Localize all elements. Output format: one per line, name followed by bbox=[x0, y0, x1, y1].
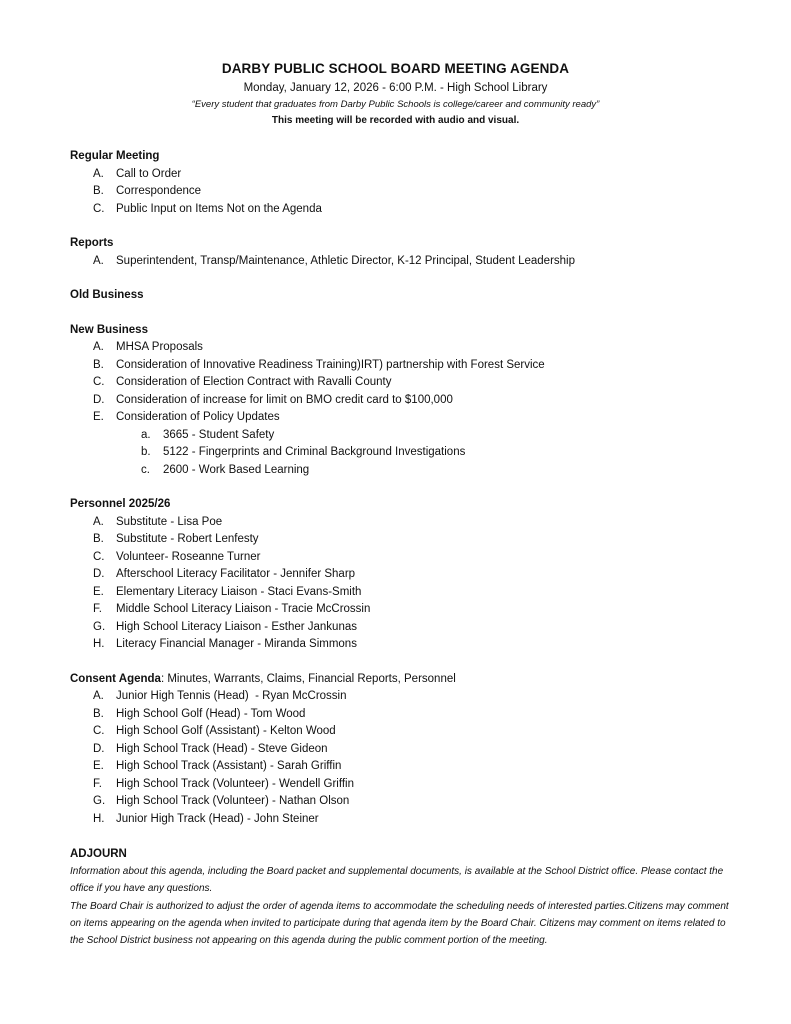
item-text: High School Literacy Liaison - Esther Jankunas bbox=[116, 620, 357, 633]
item-marker: A. bbox=[93, 167, 104, 180]
item-marker: G. bbox=[93, 620, 106, 633]
list-item bbox=[70, 374, 730, 392]
item-text: Substitute - Lisa Poe bbox=[116, 515, 223, 528]
item-marker: C. bbox=[93, 725, 105, 737]
item-marker: D. bbox=[93, 568, 105, 580]
item-marker: a. bbox=[141, 428, 151, 441]
list-item bbox=[70, 793, 730, 811]
list-item bbox=[70, 514, 730, 532]
item-text: High School Track (Volunteer) - Nathan Olson bbox=[116, 795, 350, 807]
section-heading-reports: Reports bbox=[70, 237, 114, 249]
item-marker: B. bbox=[93, 358, 104, 371]
info-notice: Information about this agenda, including the Board packet and supplemental documents, is available at the School District office. Please contact the office if you have any questions. bbox=[70, 866, 724, 895]
page-title: DARBY PUBLIC SCHOOL BOARD MEETING AGENDA bbox=[221, 61, 570, 76]
section-heading-new-business: New Business bbox=[70, 323, 148, 336]
item-text: 5122 - Fingerprints and Criminal Background Investigations bbox=[163, 446, 466, 458]
spacer bbox=[70, 654, 730, 671]
item-marker: F. bbox=[93, 777, 102, 790]
item-marker: E. bbox=[93, 411, 104, 423]
item-text: Consideration of increase for limit on BMO credit card to $100,000 bbox=[116, 393, 453, 406]
item-text: Afterschool Literacy Facilitator - Jennifer Sharp bbox=[116, 568, 356, 580]
list-item bbox=[70, 706, 730, 724]
item-text: Consideration of Policy Updates bbox=[116, 411, 280, 423]
item-text: Junior High Track (Head) - John Steiner bbox=[116, 812, 319, 825]
list-item bbox=[70, 392, 730, 410]
list-item bbox=[70, 776, 730, 794]
item-text: High School Track (Volunteer) - Wendell Griffin bbox=[116, 777, 354, 790]
item-text: 3665 - Student Safety bbox=[163, 428, 275, 441]
item-text: Public Input on Items Not on the Agenda bbox=[116, 202, 322, 215]
item-text: High School Golf (Head) - Tom Wood bbox=[116, 707, 306, 720]
item-marker: B. bbox=[93, 533, 104, 545]
item-text: Junior High Tennis (Head) - Ryan McCrossin bbox=[116, 690, 347, 702]
list-item bbox=[70, 636, 730, 654]
consent-heading-label: Consent Agenda bbox=[70, 672, 161, 685]
list-item bbox=[70, 723, 730, 741]
item-marker: E. bbox=[93, 585, 104, 598]
item-marker: C. bbox=[93, 202, 105, 215]
item-text: Elementary Literacy Liaison - Staci Evans-Smith bbox=[116, 585, 362, 598]
item-marker: G. bbox=[93, 795, 106, 807]
section-heading-personnel: Personnel 2025/26 bbox=[70, 498, 171, 510]
item-text: Superintendent, Transp/Maintenance, Athletic Director, K-12 Principal, Student Leadership bbox=[116, 254, 575, 267]
item-marker: C. bbox=[93, 550, 105, 563]
item-marker: A. bbox=[93, 690, 104, 702]
item-marker: A. bbox=[93, 341, 104, 353]
item-marker: F. bbox=[93, 603, 102, 615]
item-marker: D. bbox=[93, 742, 105, 755]
list-item bbox=[70, 183, 730, 201]
recording-notice: This meeting will be recorded with audio and visual. bbox=[271, 115, 520, 126]
item-marker: D. bbox=[93, 393, 105, 406]
list-item bbox=[70, 758, 730, 776]
sub-list-item bbox=[70, 462, 730, 480]
list-item bbox=[70, 166, 730, 184]
item-text: Consideration of Innovative Readiness Training)IRT) partnership with Forest Service bbox=[116, 358, 545, 371]
district-motto: “Every student that graduates from Darby Public Schools is college/career and community ready” bbox=[191, 99, 600, 110]
board-chair-notice: The Board Chair is authorized to adjust the order of agenda items to accommodate the scheduling needs of interested parties.Citizens may comment on items appearing on the agenda when invited to participate during that agenda item by the Board Chair. Citizens may comment on items related to the School District business not appearing on this agenda during the public comment portion of the meeting. bbox=[70, 900, 729, 947]
item-text: MHSA Proposals bbox=[116, 341, 203, 353]
item-text: Middle School Literacy Liaison - Tracie McCrossin bbox=[116, 603, 371, 615]
item-marker: H. bbox=[93, 812, 105, 825]
sub-list-item bbox=[70, 444, 730, 462]
item-marker: b. bbox=[141, 446, 151, 458]
item-text: Volunteer- Roseanne Turner bbox=[116, 550, 261, 563]
list-item bbox=[70, 619, 730, 637]
item-marker: C. bbox=[93, 376, 105, 388]
item-text: High School Golf (Assistant) - Kelton Wood bbox=[116, 725, 336, 737]
list-item bbox=[70, 201, 730, 219]
section-heading-consent-agenda bbox=[70, 671, 730, 689]
item-text: Call to Order bbox=[116, 167, 182, 180]
item-marker: A. bbox=[93, 515, 104, 528]
item-text: 2600 - Work Based Learning bbox=[163, 463, 310, 476]
list-item bbox=[70, 253, 730, 271]
section-heading-old-business: Old Business bbox=[70, 289, 144, 301]
spacer bbox=[70, 218, 730, 235]
agenda-footer bbox=[70, 846, 730, 949]
list-item bbox=[70, 811, 730, 829]
item-marker: A. bbox=[93, 254, 104, 267]
item-text: Correspondence bbox=[116, 185, 202, 197]
item-text: Substitute - Robert Lenfesty bbox=[116, 533, 259, 545]
agenda-body bbox=[70, 148, 730, 828]
item-marker: E. bbox=[93, 760, 104, 772]
consent-heading-details: : Minutes, Warrants, Claims, Financial Reports, Personnel bbox=[160, 672, 456, 685]
list-item bbox=[70, 584, 730, 602]
list-item bbox=[70, 357, 730, 375]
sub-list-item bbox=[70, 427, 730, 445]
item-marker: B. bbox=[93, 185, 104, 197]
spacer bbox=[70, 305, 730, 322]
list-item bbox=[70, 409, 730, 427]
meeting-date-location: Monday, January 12, 2026 - 6:00 P.M. - High School Library bbox=[243, 82, 548, 94]
list-item bbox=[70, 741, 730, 759]
item-text: Consideration of Election Contract with Ravalli County bbox=[116, 376, 392, 388]
adjourn-heading: ADJOURN bbox=[70, 848, 127, 860]
spacer bbox=[70, 479, 730, 496]
item-marker: c. bbox=[141, 463, 150, 476]
list-item bbox=[70, 549, 730, 567]
list-item bbox=[70, 531, 730, 549]
item-text: Literacy Financial Manager - Miranda Simmons bbox=[116, 638, 357, 650]
spacer bbox=[70, 270, 730, 287]
list-item bbox=[70, 566, 730, 584]
item-text: High School Track (Head) - Steve Gideon bbox=[116, 742, 328, 755]
item-text: High School Track (Assistant) - Sarah Griffin bbox=[116, 760, 342, 772]
list-item bbox=[70, 601, 730, 619]
section-heading-regular-meeting: Regular Meeting bbox=[70, 150, 160, 162]
list-item bbox=[70, 339, 730, 357]
item-marker: H. bbox=[93, 638, 105, 650]
list-item bbox=[70, 688, 730, 706]
item-marker: B. bbox=[93, 707, 104, 720]
